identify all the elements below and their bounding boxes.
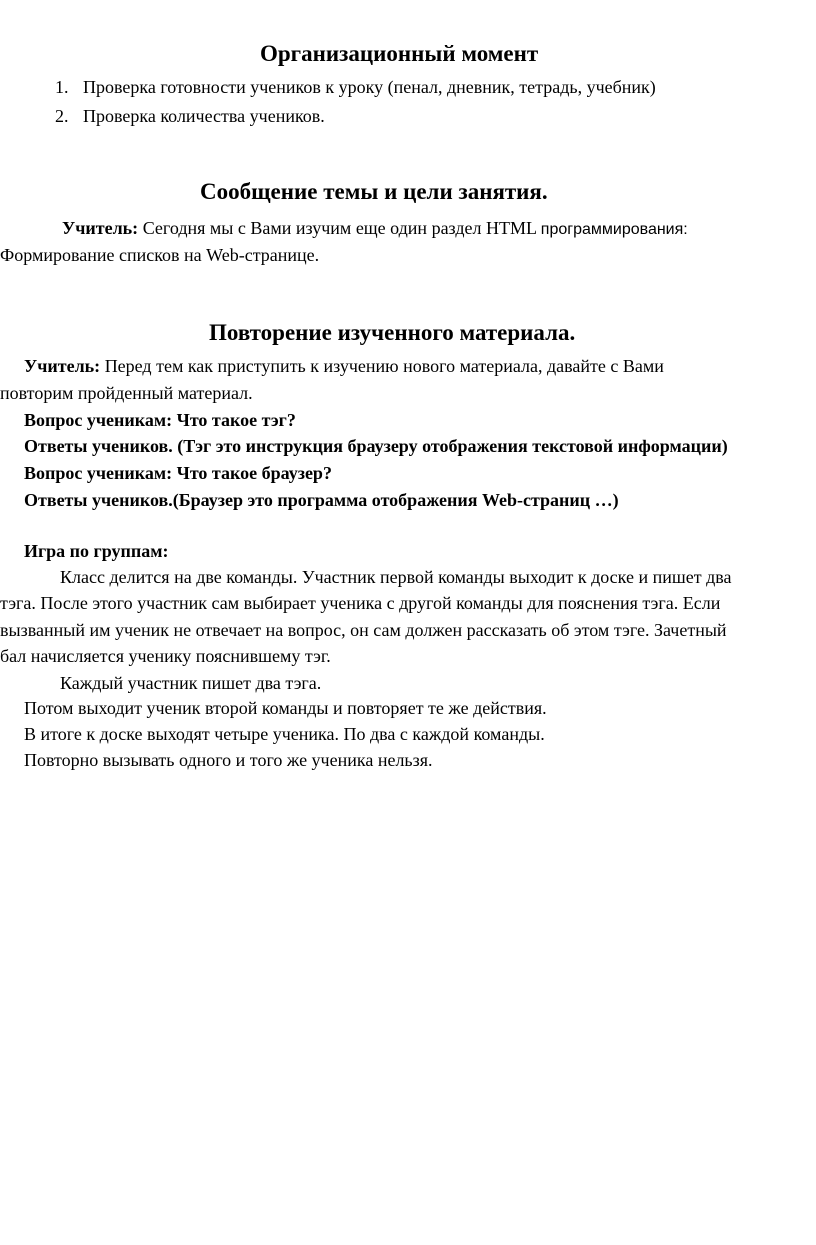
question-line: Вопрос ученикам: Что такое тэг? [24,410,296,430]
list-item [55,76,656,98]
list-item-text: Проверка количества учеников. [83,106,325,126]
paragraph-line: вызванный им ученик не отвечает на вопрос, он сам должен рассказать об этом тэге. Зачетный [0,620,727,640]
section-heading-organizational: Организационный момент [260,41,539,66]
paragraph-line: В итоге к доске выходят четыре ученика. По два с каждой команды. [24,724,545,744]
paragraph-line: Класс делится на две команды. Участник первой команды выходит к доске и пишет два [60,567,732,587]
paragraph-line: Каждый участник пишет два тэга. [60,673,322,693]
section-heading-group-game: Игра по группам: [24,541,169,561]
paragraph-line: Потом выходит ученик второй команды и повторяет те же действия. [24,698,547,718]
section-heading-topic: Сообщение темы и цели занятия. [200,179,548,204]
paragraph-line [24,355,664,377]
list-item-number: 1. [55,77,69,97]
paragraph-text: Перед тем как приступить к изучению нового материала, давайте с Вами [100,356,664,376]
answer-line: Ответы учеников. (Тэг это инструкция браузеру отображения текстовой информации) [24,436,728,456]
list-item-text: Проверка готовности учеников к уроку (пенал, дневник, тетрадь, учебник) [83,77,656,97]
question-line: Вопрос ученикам: Что такое браузер? [24,463,332,483]
paragraph-line: повторим пройденный материал. [0,383,253,403]
teacher-label: Учитель: [24,356,101,376]
paragraph-line: тэга. После этого участник сам выбирает ученика с другой команды для пояснения тэга. Если [0,593,721,613]
teacher-label: Учитель: [62,218,139,238]
paragraph-line: Формирование списков на Web-странице. [0,245,320,265]
list-item-number: 2. [55,106,69,126]
paragraph-line: бал начисляется ученику пояснившему тэг. [0,646,331,666]
paragraph-text: Сегодня мы с Вами изучим еще один раздел HTML [138,218,541,238]
answer-line: Ответы учеников.(Браузер это программа отображения Web-страниц …) [24,490,619,510]
paragraph-text-sans: программирования: [540,221,688,238]
list-item [55,105,325,127]
section-heading-review: Повторение изученного материала. [209,320,576,345]
paragraph-line: Повторно вызывать одного и того же ученика нельзя. [24,750,433,770]
paragraph-line [62,217,688,241]
